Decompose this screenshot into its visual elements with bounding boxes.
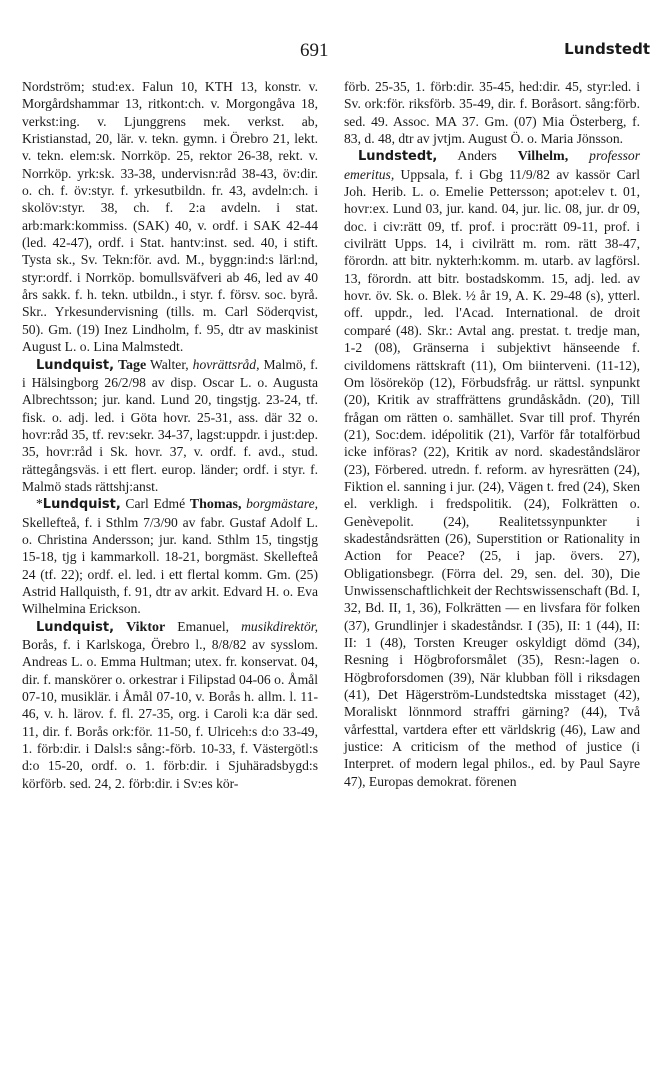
running-head: Lundstedt [564, 40, 650, 58]
entry-surname: Lundquist, [42, 497, 121, 513]
entry-body: Skellefteå, f. i Sthlm 7/3/90 av fabr. Gustaf Adolf L. o. Christina Andersson; jur. kand. Sthlm 15, tingstjg 15-18, tjg i kammarkoll. 18-21, borgmäst. Skellefteå 24 (tf. 22); ordf. el. led. i ett flertal komm. Gm. (25) Astrid Hallquisth, f. 91, dtr av arkit. Edvard H. o. Eva Wilhelmina Erickson. [22, 514, 318, 617]
entry-star: * [36, 496, 43, 512]
biography-entry [22, 495, 318, 617]
entry-surname: Lundquist, [36, 357, 115, 373]
entry-surname: Lundquist, [36, 619, 115, 635]
biography-entry [22, 618, 318, 792]
entry-body: Malmö, f. i Hälsingborg 26/2/98 av disp. Oscar L. o. Augusta Albrechtsson; jur. kand. Lund 20, tingstjg. 23-24, tf. fisk. o. adj. led. i Göta hovr. 25-31, ass. där 32 o. hovr:råd 35, tf. rev:sekr. 34-37, lagst:uppdr. i just:dep. 35, hovr:råd i Sk. hovr. 37, v. ordf. f. avd., stud. rättegångsväs. i ett flert. europ. länder; ordf. i styr. f. Malmö stads rättshj:anst. [22, 356, 318, 494]
biography-entry [344, 147, 640, 790]
right-column [344, 78, 640, 790]
continuation-text: förb. 25-35, 1. förb:dir. 35-45, hed:dir. 45, styr:led. i Sv. ork:för. riksförb. 35-49, dir. f. Boråsort. sång:förb. sed. 49. Assoc. MA 37. Gm. (07) Mia Österberg, f. 83, d. 48, dtr av jvtjm. August Ö. o. Maria Jönsson. [344, 79, 640, 147]
entry-given-name: Viktor [126, 619, 166, 635]
entry-title: hovrättsråd, [192, 356, 260, 372]
page-number: 691 [300, 40, 329, 61]
entry-title: musikdirektör, [241, 618, 318, 634]
entry-given-post: Emanuel, [165, 618, 230, 634]
entry-given-post: Walter, [146, 356, 189, 372]
entry-title: borgmästare, [246, 496, 318, 512]
entry-surname: Lundstedt, [358, 149, 438, 165]
page-header [0, 38, 672, 68]
entry-body: Uppsala, f. i Gbg 11/9/82 av kassör Carl Joh. Herib. L. o. Emelie Pettersson; apot:elev t. 01, hovr:ex. Lund 03, jur. kand. 04, jur. lic. 08, jur. dr 09, doc. i civ:rätt 09, tf. prof. i proc:rätt 09-11, prof. i civilrätt Upps. 14, i civilrätt m. rom. rätt 38-47, förordn. att bitr. nykterh:komm. m. utarb. av lagförsl. 13, förordn. att bitr. bostadskomm. 15, adj. led. av hovr. öv. Sk. o. Blek. ½ år 19, A. K. 29-48 (s), ytterl. off. uppdr., led. l'Acad. International. de droit comparé (48). Skr.: Avtal ang. prestat. t. tredje man, 1-2 (08), Gränserna i subjektivt hänseende f. civildomens rättskraft (11), Om biinterveni. (11-12), Om lösöreköp (12), Förbudsfråg. ur rättsl. synpunkt (20), Kritik av straffrättens grundåskådn. (20), Till frågan om rätten o. samhället. Svar till prof. Thyrén (21), Soc:dem. idépolitik (21), Varför får totalförbud icke införas? (22), Kritik av nord. skadeståndsläror (23), Förbered. utredn. f. reform. av hyresrätten (24), Fiktion el. sanning i jur. (24), Vägen t. fred (24), Sken el. verkligh. i fredspolitik. (24), Folkrätten o. Genèvepolit. (24), Realitetssynpunkter i skadeståndsrätten (26), Superstition or Rationality in Action for Peace? (25, i jap. övers. 27), Obligationsbegr. (Förra del. 29, sen. del. 30), Die Unwissenschaftlichkeit der Rechtswissenschaft (Bd. I, 32, Bd. II, 1, 36), Folkrätten — en livsfara för folken (37), Grundlinjer i skadeståndsr. I (35), II: 1 (44), II: II: 1 (48), Torsten Kreuger oskyldigt dömd (34), Resning i Högbroforsmålet (35), Resn:-lagen o. Högbroforsdomen (39), När klubban föll i riksdagen (41), Det Hägerström-Lundstedtska misstaget (42), Moraliskt lönnmord straffri gärning? (44), Två vårfesttal, vartdera efter ett världskrig (46), Law and justice: A criticism of the method of justice (i Interpret. of modern legal philos., ed. by Paul Sayre 47), Europas demokrat. förenen [344, 166, 640, 789]
left-column [22, 78, 318, 792]
entry-body: Borås, f. i Karlskoga, Örebro l., 8/8/82 av sysslom. Andreas L. o. Emma Hultman; utex. fr. konservat. 04, dir. f. manskörer o. orkestrar i Filipstad 04-06 o. Åmål 07-10, musiklär. i Åmål 07-10, v. Borås h. allm. l. 11-46, v. h. lärov. f. fl. 27-35, org. i Caroli k:a där sed. 11, dir. f. Borås ork:för. 11-50, f. Ulriceh:s d:o 33-49, 1. förb:dir. i Dalsl:s sång:-förb. 10-33, f. Västergötl:s d:o 15-20, ordf. o. 1. förb:dir. i Sjuhäradsbygd:s körförb. sed. 24, 2. förb:dir. i Sv:es kör- [22, 637, 318, 791]
entry-given-name: Tage [117, 357, 147, 373]
entry-given-pre: Carl Edmé [120, 496, 190, 512]
entry-title: professor emeritus, [344, 148, 641, 182]
continuation-text: Nordström; stud:ex. Falun 10, KTH 13, konstr. v. Morgårdshammar 13, ritkont:ch. v. Morgongåva 18, verkst:ing. v. Ljunggrens mek. verkst. ab, Kristianstad, 20, lär. v. tekn. gymn. i Örebro 21, lekt. v. tekn. elem:sk. Norrköp. 25, rektor 26-38, rekt. v. Norrköp. yrk:sk. 33-38, undervisn:råd 38-43, öv:dir. o. ch. f. öv:styr. f. yrkesutbildn. fr. 43, avdeln:ch. i skolöv:styr. 38, ch. f. 2:a avdeln. i stat. arb:mark:kommiss. (SAK) 40, v. ordf. i SAK 42-44 (led. 42-47), ordf. i Stat. hantv:inst. sed. 40, i stift. Tysta sk., Sv. Tekn:för. avd. M., byggn:ind:s lärl:nd, styr:ordf. i Norrköp. bomullsväfveri ab 46, led av 40 års sakk. f. h. tekn. utbildn., i styr. f. försv. soc. byrå. Skr.. Yrkesundervisning (tills. m. Carl Söderqvist, 50). Gm. (19) Inez Lindholm, f. 95, dtr av maskinist August L. o. Lina Malmstedt. [22, 79, 318, 355]
biography-entry [22, 356, 318, 496]
entry-given-name: Vilhelm, [517, 149, 569, 165]
entry-given-pre: Anders [437, 148, 518, 164]
entry-given-name: Thomas, [189, 497, 242, 513]
